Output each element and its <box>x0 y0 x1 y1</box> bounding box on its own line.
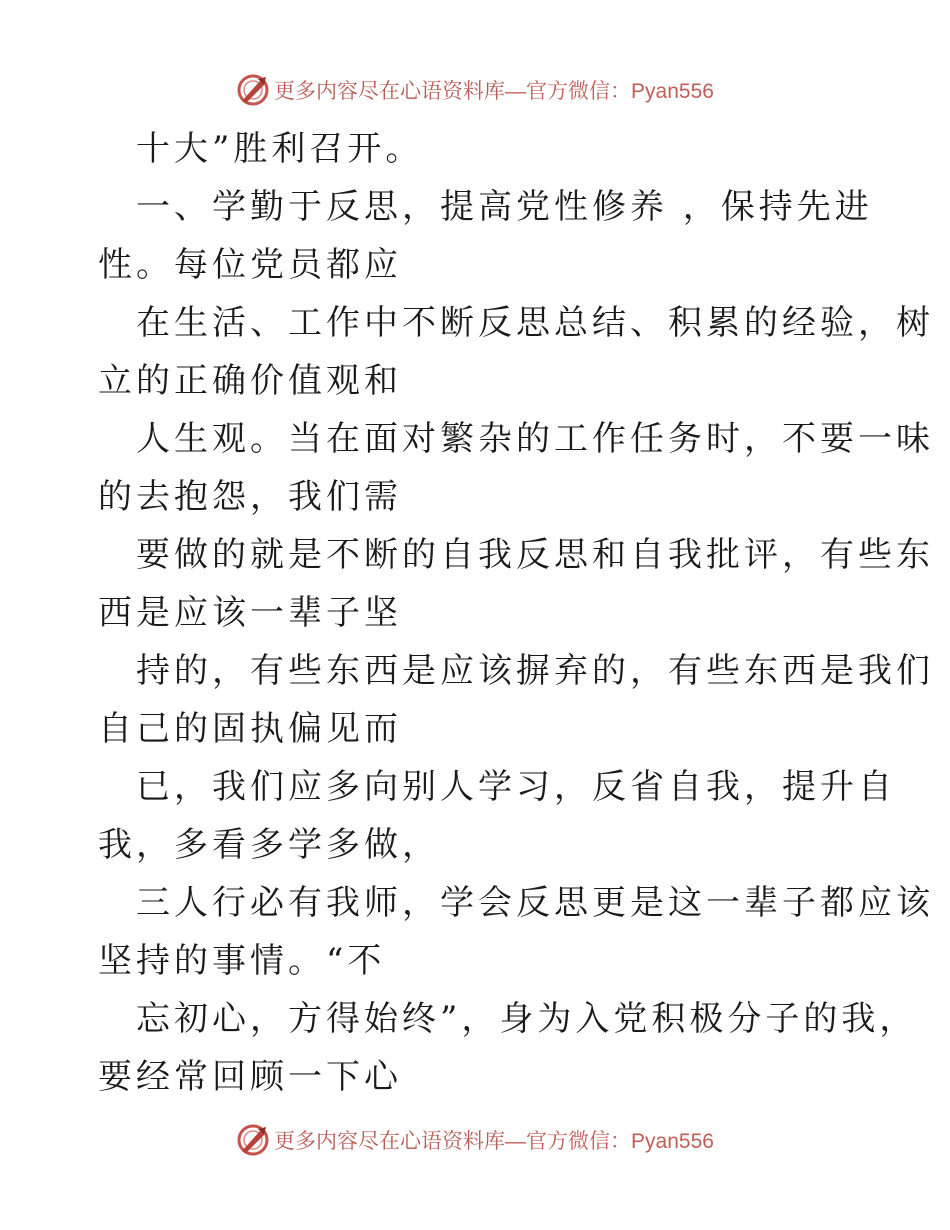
body-line: 一、学勤于反思，提高党性修养 ，保持先进 <box>136 187 873 227</box>
body-line: 的去抱怨，我们需 <box>98 477 402 517</box>
body-line: 我，多看多学多做， <box>98 825 440 865</box>
footer-watermark-sub: —官方微信：Pyan556 <box>505 1130 714 1153</box>
footer-watermark-main: 更多内容尽在心语资料库 <box>274 1129 506 1153</box>
body-line: 要做的就是不断的自我反思和自我批评，有些东 <box>136 535 934 575</box>
body-line: 人生观。当在面对繁杂的工作任务时，不要一味 <box>136 419 934 459</box>
body-line: 性。每位党员都应 <box>98 245 402 285</box>
body-line: 三人行必有我师，学会反思更是这一辈子都应该 <box>136 883 934 923</box>
quill-logo-icon <box>236 73 270 107</box>
body-line: 十大”胜利召开。 <box>136 129 424 169</box>
header-watermark-sub: —官方微信：Pyan556 <box>505 80 714 103</box>
body-line: 坚持的事情。“不 <box>98 941 386 981</box>
header-watermark-main: 更多内容尽在心语资料库 <box>274 79 506 103</box>
footer-watermark <box>0 1118 950 1162</box>
body-line: 西是应该一辈子坚 <box>98 593 402 633</box>
body-line: 要经常回顾一下心 <box>98 1057 402 1097</box>
body-line: 自己的固执偏见而 <box>98 709 402 749</box>
body-line: 在生活、工作中不断反思总结、积累的经验，树 <box>136 303 934 343</box>
body-line: 已，我们应多向别人学习，反省自我，提升自 <box>136 767 896 807</box>
quill-logo-icon <box>236 1123 270 1157</box>
body-line: 持的，有些东西是应该摒弃的，有些东西是我们 <box>136 651 934 691</box>
body-line: 忘初心，方得始终”，身为入党积极分子的我， <box>136 999 918 1039</box>
body-line: 立的正确价值观和 <box>98 361 402 401</box>
header-watermark <box>0 68 950 112</box>
